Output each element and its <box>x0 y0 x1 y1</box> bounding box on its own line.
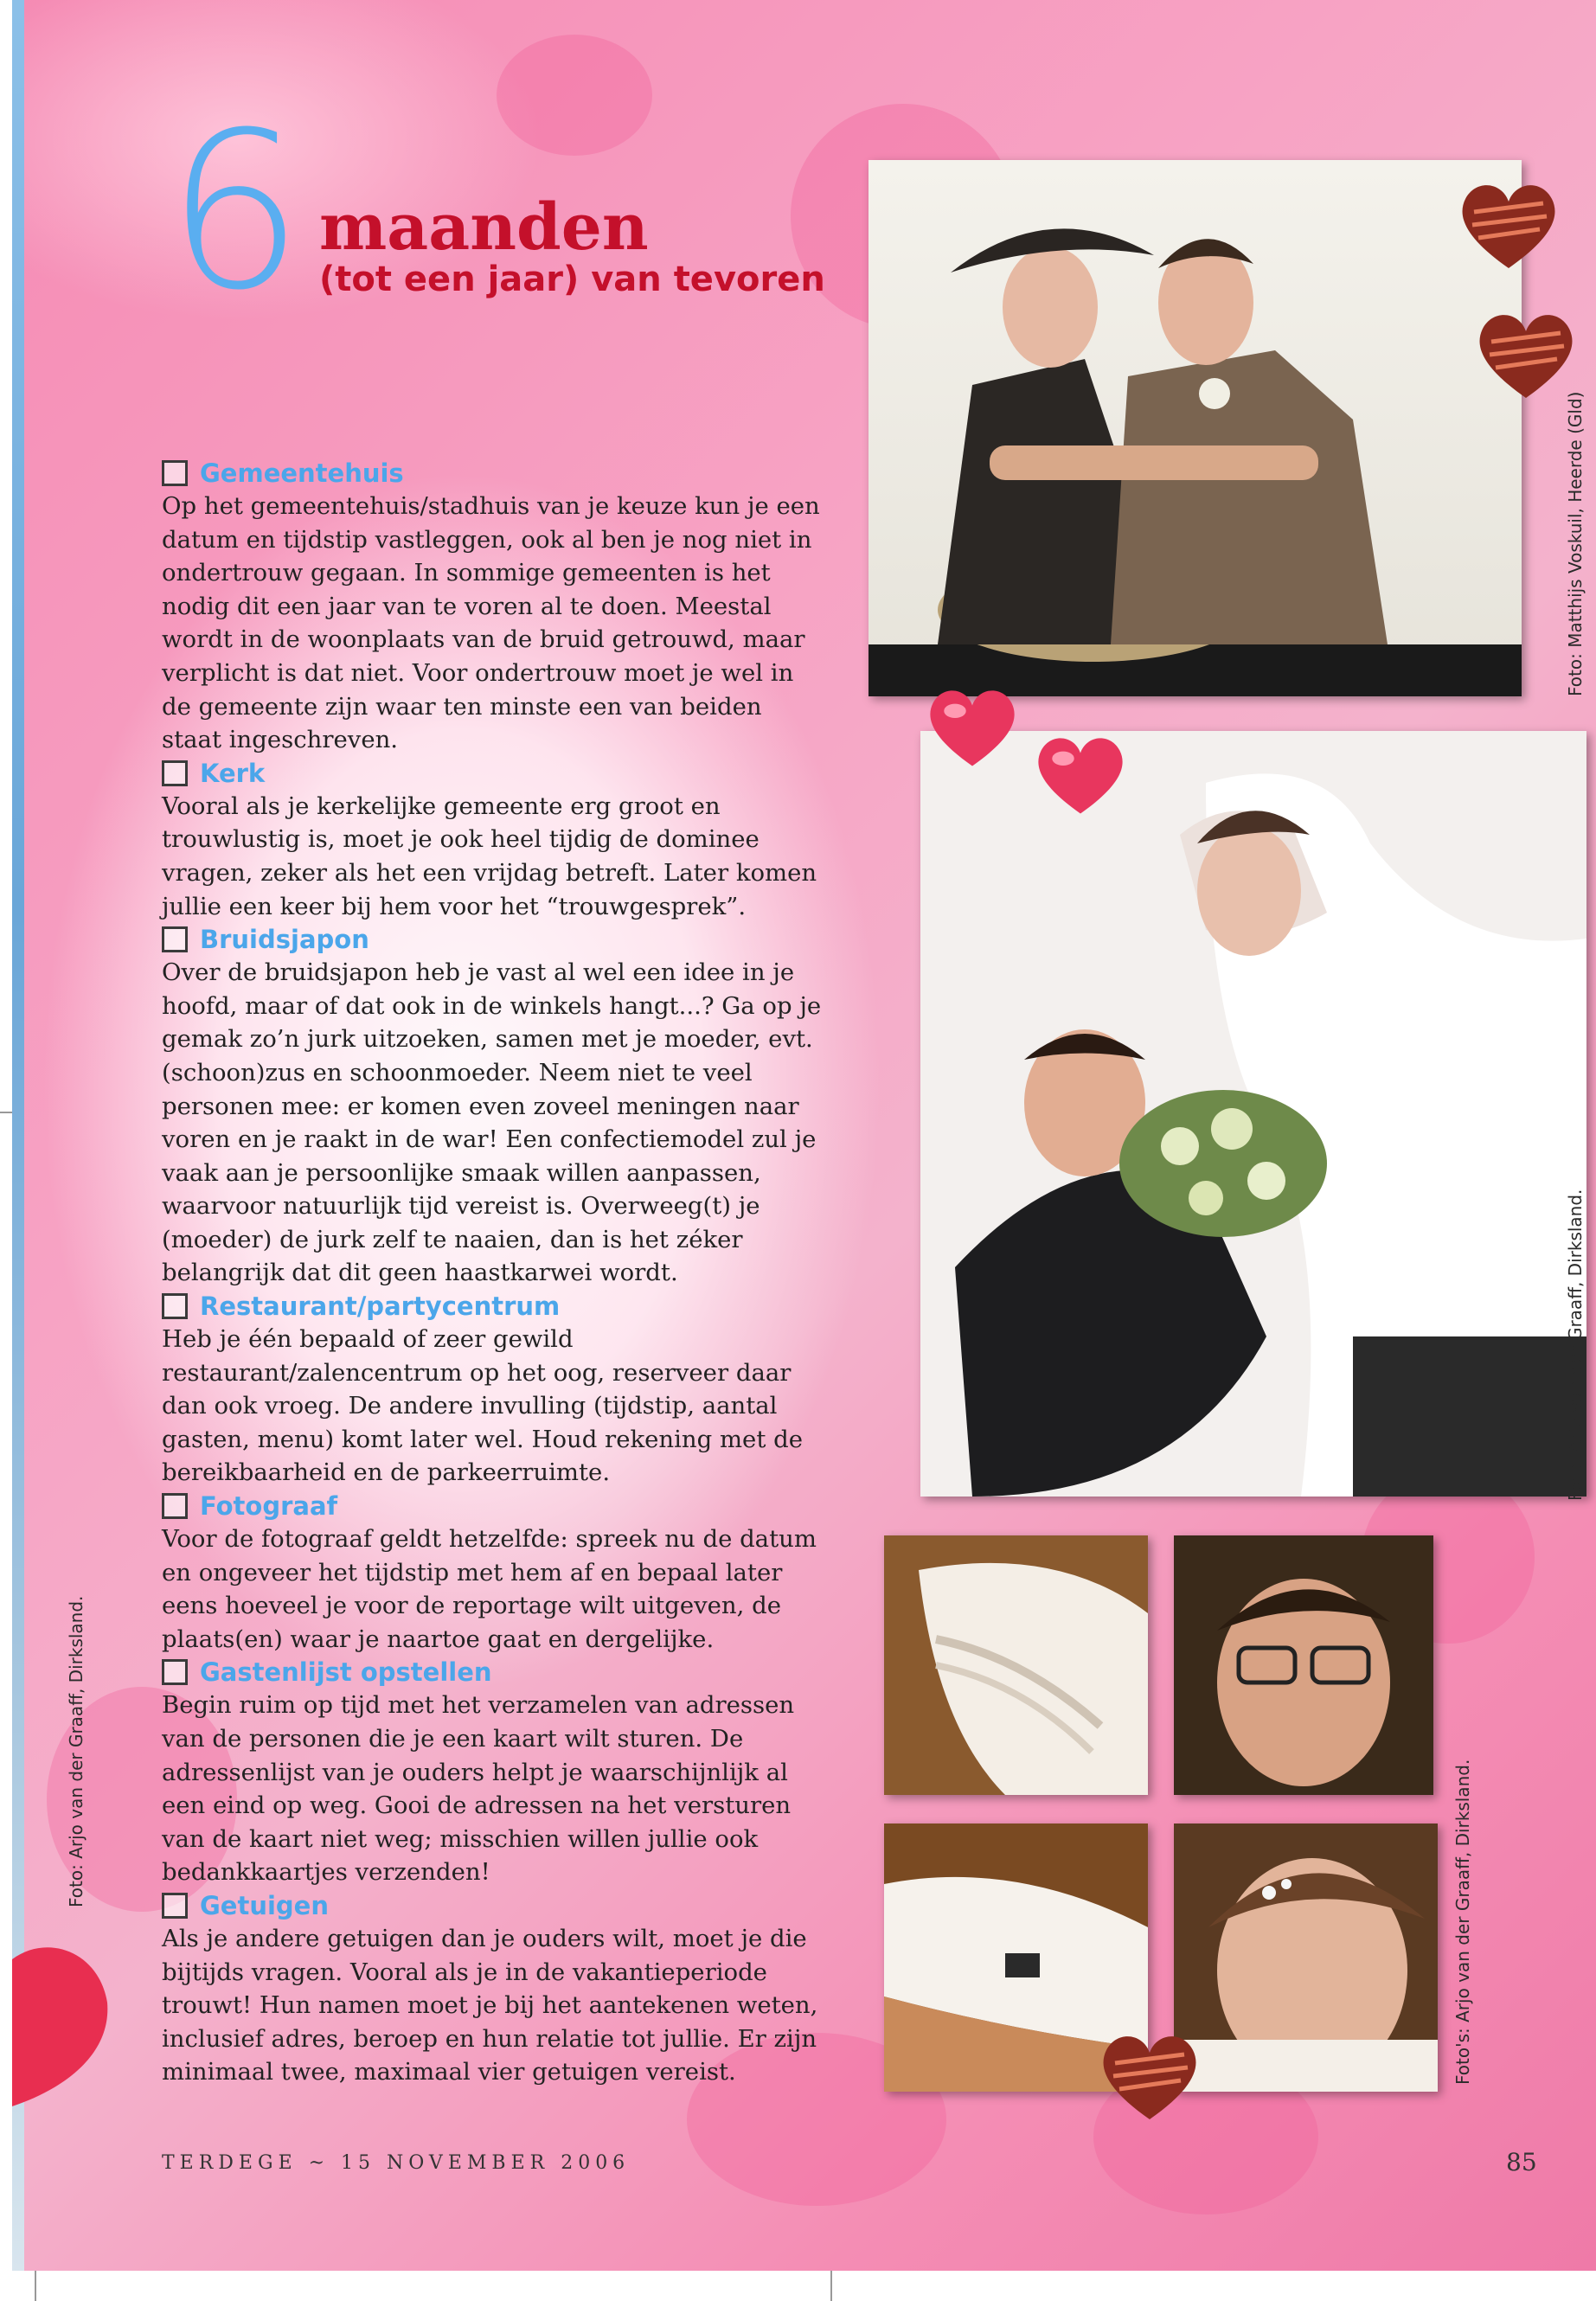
heart-icon <box>1098 2029 1202 2124</box>
section-heading: Getuigen <box>200 1890 329 1920</box>
heart-icon <box>1033 731 1128 817</box>
checklist-item <box>162 457 828 757</box>
heart-icon <box>1457 177 1561 272</box>
shoe-detail-photo <box>884 1535 1148 1795</box>
checklist-item <box>162 1656 828 1889</box>
section-heading: Gastenlijst opstellen <box>200 1657 492 1688</box>
checkbox-icon <box>162 760 188 786</box>
checklist-item <box>162 923 828 1290</box>
page-subtitle: (tot een jaar) van tevoren <box>319 260 825 299</box>
footer-publication: TERDEGE ~ 15 NOVEMBER 2006 <box>162 2152 631 2174</box>
heading-number: 6 <box>166 86 304 337</box>
page-number: 85 <box>1506 2148 1537 2176</box>
section-heading: Restaurant/partycentrum <box>200 1292 561 1322</box>
bride-portrait-photo <box>1174 1823 1438 2092</box>
section-heading: Kerk <box>200 758 266 788</box>
crop-mark <box>35 2271 36 2301</box>
crop-mark <box>0 1112 12 1113</box>
checklist-item <box>162 1490 828 1656</box>
checklist <box>162 457 828 2089</box>
heart-icon <box>1474 307 1578 402</box>
checkbox-icon <box>162 926 188 952</box>
photo-credit-bottom: Foto's: Arjo van der Graaff, Dirksland. <box>1452 1759 1473 2085</box>
checkbox-icon <box>162 460 188 486</box>
section-text: Als je andere getuigen dan je ouders wilt, moet je die bijtijds vragen. Vooral als je in de vakantieperiode trouwt! Hun namen moet je bij het aantekenen weten, inclusief adres, beroep en hun relatie tot jullie. Er zijn minimaal twee, maximaal vier getuigen vereist. <box>162 1924 818 2086</box>
section-text: Begin ruim op tijd met het verzamelen van adressen van de personen die je een kaart wilt sturen. De adressenlijst van je ouders helpt je waarschijnlijk al een eind op weg. Gooi de adressen na het versturen van de kaart niet weg; misschien willen jullie ook bedankkaartjes verzenden! <box>162 1691 795 1887</box>
heart-icon <box>12 1933 116 2106</box>
section-text: Voor de fotograaf geldt hetzelfde: spreek nu de datum en ongeveer het tijdstip met hem af en bepaal later eens hoeveel je voor de reportage wilt uitgeven, de plaats(en) waar je naartoe gaat en dergelijke. <box>162 1525 817 1653</box>
checkbox-icon <box>162 1659 188 1685</box>
checkbox-icon <box>162 1493 188 1519</box>
magazine-page <box>12 0 1596 2271</box>
checklist-item <box>162 757 828 923</box>
checkbox-icon <box>162 1893 188 1919</box>
photo-credit-top: Foto: Matthijs Voskuil, Heerde (Gld) <box>1565 391 1586 696</box>
section-text: Op het gemeentehuis/stadhuis van je keuze kun je een datum en tijdstip vastleggen, ook al ben je nog niet in ondertrouw gegaan. In sommige gemeenten is het nodig dit een jaar van te voren al te doen. Meestal wordt in de woonplaats van de bruid getrouwd, maar verplicht is dat niet. Voor ondertrouw moet je wel in de gemeente zijn waar ten minste een van beiden staat ingeschreven. <box>162 492 820 754</box>
groom-portrait-photo <box>1174 1535 1433 1795</box>
section-heading: Fotograaf <box>200 1491 338 1522</box>
section-text: Vooral als je kerkelijke gemeente erg groot en trouwlustig is, moet je ook heel tijdig de dominee vragen, zeker als het een vrijdag betreft. Later komen jullie een keer bij hem voor het “trouwgesprek”. <box>162 792 817 920</box>
couple-railing-photo <box>869 160 1522 696</box>
left-edge-photo-strip <box>12 0 24 2271</box>
section-text: Heb je één bepaald of zeer gewild restaurant/zalencentrum op het oog, reserveer daar dan ook vroeg. De andere invulling (tijdstip, aantal gasten, menu) komt later wel. Houd rekening met de bereikbaarheid en de parkeerruimte. <box>162 1325 803 1487</box>
photo-credit-middle: Foto: Arjo van der Graaff, Dirksland. <box>1565 1189 1586 1501</box>
checklist-item <box>162 1290 828 1490</box>
checkbox-icon <box>162 1293 188 1319</box>
bride-groom-photo <box>920 731 1586 1497</box>
crop-mark <box>830 2271 832 2301</box>
photo-credit-left: Foto: Arjo van der Graaff, Dirksland. <box>66 1595 87 1907</box>
heart-icon <box>925 683 1020 770</box>
section-text: Over de bruidsjapon heb je vast al wel een idee in je hoofd, maar of dat ook in de winkels hangt...? Ga op je gemak zo’n jurk uitzoeken, samen met je moeder, evt. (schoon)zus en schoonmoeder. Neem niet te veel personen mee: er komen even zoveel meningen naar voren en je raakt in de war! Een confectiemodel zul je vaak aan je persoonlijke smaak willen aanpassen, waarvoor natuurlijk tijd vereist is. Overweeg(t) je (moeder) de jurk zelf te naaien, dan is het zéker belangrijk dat dit geen haastkarwei wordt. <box>162 958 822 1287</box>
section-heading: Bruidsjapon <box>200 925 369 955</box>
section-heading: Gemeentehuis <box>200 458 404 488</box>
decorative-flower <box>497 35 652 156</box>
checklist-item <box>162 1889 828 2089</box>
page-title: maanden <box>319 190 649 265</box>
